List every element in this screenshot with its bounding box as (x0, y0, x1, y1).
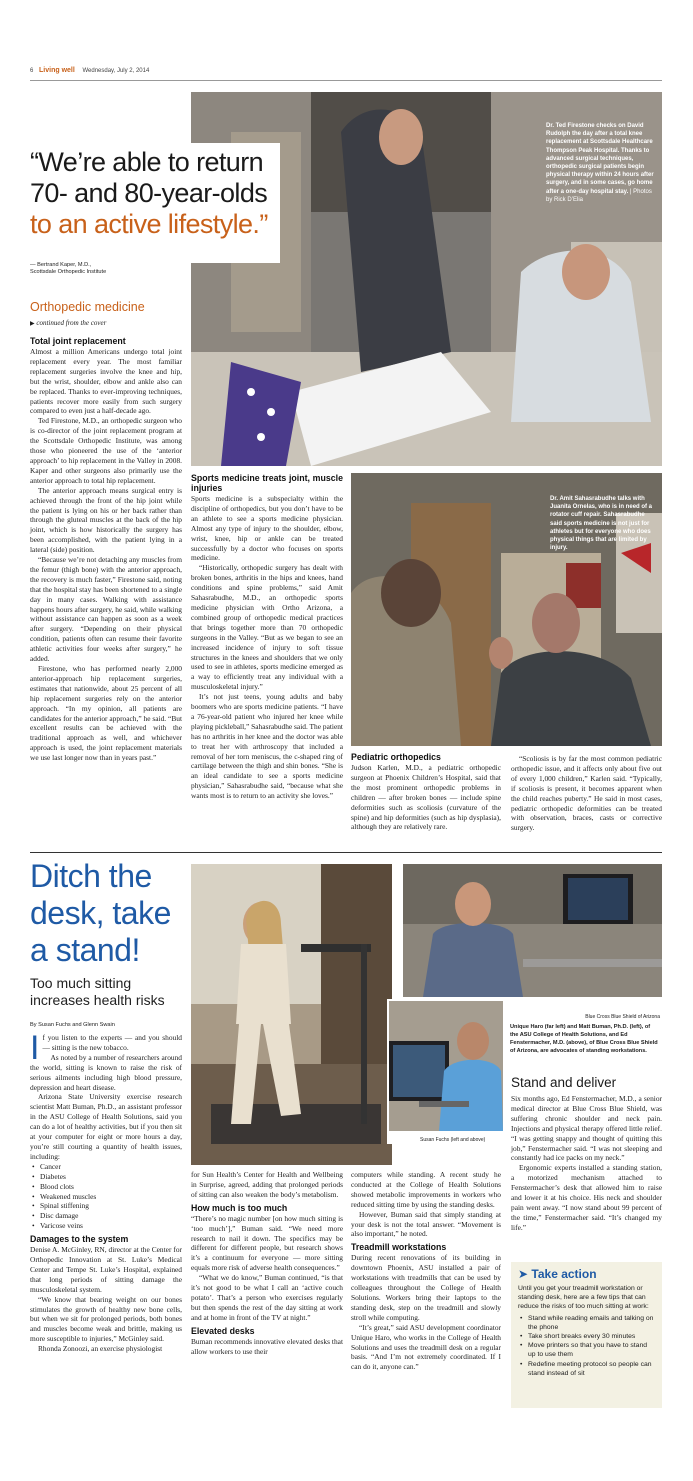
tjr-paragraph: Firestone, who has performed nearly 2,000 anterior-approach hip replacement surgeries, estimates that nationwide, about 25 percent of all hip replacement surgeries rely on the anterior approach. “In my opinion, all patients are candidates for the anterior approach,” he said. “But excellent results can be achieved with the traditional approach as well, and whichever approach is used, the joint replacement materials we use last longer now than in years past.” (30, 664, 182, 763)
damages-paragraph: Rhonda Zonoozi, an exercise physiologist (38, 1344, 163, 1354)
damages-paragraph: “We know that bearing weight on our bones stimulates the growth of healthy new bone cells, but when we sit for prolonged periods, both bones and muscles become weak and brittle, making us more susceptible to injuries,” McGinley said. (30, 1294, 182, 1344)
damages-heading: Damages to the system (30, 1234, 129, 1245)
pull-quote-line-2: 70- and 80-year-olds (30, 178, 268, 208)
photo1-caption: Dr. Ted Firestone checks on David Rudolph the day after a total knee replacement at Scottsdale Healthcare Thompson Peak Hospital. Thanks to advanced surgical techniques, orthopedic surgical patients begin physical therapy within 24 hours after surgery, and in some cases, go home after a one-day hospital stay. (546, 123, 654, 195)
photo-treadmill (191, 864, 392, 1165)
tjr-paragraph: Almost a million Americans undergo total joint replacement every year. The most familiar replacement surgeries involve the knee and hip, but the wrist, shoulder, elbow and ankle also can be replaced. Thanks to ever-improving techniques, patients recover more easily from such surgery compared to even just a half-decade ago. (30, 347, 182, 416)
desk-paragraph: However, Buman said that simply standing at your desk is not the total answer. “Movement is also important,” he noted. (351, 1209, 501, 1239)
desk-headline (30, 858, 190, 969)
photo-treadmill-image (191, 864, 392, 1165)
desk-paragraph: for Sun Health’s Center for Health and Wellbeing in Surprise, agreed, adding that prolonged periods of sitting can also weaken the body’s metabolism. (191, 1170, 343, 1199)
photo-doctor-consult (351, 473, 662, 746)
take-action-box (511, 1262, 662, 1408)
health-issue-item: • Cancer (40, 1162, 182, 1172)
quote-attribution-org: Scottsdale Orthopedic Institute (30, 269, 107, 275)
elevated-desks-heading: Elevated desks (191, 1325, 255, 1336)
take-action-tip: • Redefine meeting protocol so people can stand instead of sit (528, 1360, 655, 1378)
stand-deliver-heading: Stand and deliver (511, 1075, 617, 1090)
header-rule (30, 80, 662, 81)
sports-medicine-paragraph: “Historically, orthopedic surgery has dealt with broken bones, arthritis in the hips and knees, hand conditions and spine problems,” said Amit Sahasrabudhe, M.D., an orthopedic sports medicine physician with Ortho Arizona, a combined group of orthopedic medical practices that brings together more than 70 orthopedic surgeons in the Valley. “But as we began to see an increased incidence of injury to soft tissue structures in the knees and shoulders that we only used to see in athletes, sports medicine emerged as a way to efficiently treat any individual with a musculoskeletal injury.” (191, 563, 343, 692)
byline: By Susan Fuchs and Glenn Swain (30, 1022, 115, 1028)
treadmill-paragraph: During recent renovations of its building in downtown Phoenix, ASU installed a pair of workstations with treadmills that can be used by colleagues throughout the College of Health Solutions. Workers bring their laptops to the standing desk, step on the treadmill and slowly stroll while computing. (351, 1253, 501, 1322)
tjr-paragraph: “Because we’re not detaching any muscles from the femur (thigh bone) with the anterior approach, the recovery is much faster,” Firestone said, noting that the hospital stay has been shortened to a single day in many cases. Walking with assistance happens hours after surgery, he said, while walking without assistance can happen as soon as a week after surgery. “Depending on their physical condition, patients often can resume their favorite athletic activities four weeks after surgery,” he added. (30, 555, 182, 664)
tjr-column (30, 336, 182, 763)
photo2-caption: Dr. Amit Sahasrabudhe talks with Juanita Ornelas, who is in need of a rotator cuff repair. Sahasrabudhe said sports medicine is not just for athletes but for everyone who does physical things that are limited by injury. (550, 496, 653, 552)
photo-desk-man-inset (387, 999, 505, 1144)
tjr-paragraph: The anterior approach means surgical entry is achieved through the front of the hip joint while the patient is lying on his or her back rather than through the gluteal muscles at the back of the hip joint, which is how historically the surgery has been accomplished, with the patient lying in a lateral (side) position. (30, 485, 182, 555)
how-much-heading: How much is too much (191, 1202, 288, 1213)
stand-deliver-column (511, 1094, 662, 1233)
pediatric-paragraph: Judson Karlen, M.D., a pediatric orthopedic surgeon at Phoenix Children’s Hospital, said that the most prominent orthopedic problems in children — after broken bones — include spine deformities such as scoliosis (curvature of the spine) and hip deformities (such as hip dysplasia), although they are relatively rare. (351, 763, 501, 832)
desk-column-1 (30, 1029, 182, 1354)
desk-paragraph: As noted by a number of researchers around the world, sitting is known to raise the risk of serious ailments including high blood pressure, depression and heart disease. (30, 1052, 182, 1092)
section-kicker: Orthopedic medicine (30, 300, 145, 314)
page-header (30, 67, 662, 79)
desk-column-2 (191, 1170, 343, 1357)
continued-arrow-icon: ▶ (30, 321, 35, 327)
quote-attribution (30, 262, 180, 276)
section-divider (30, 852, 662, 853)
tjr-paragraph: Ted Firestone, M.D., an orthopedic surgeon who is co-director of the joint replacement program at the Scottsdale Orthopedic Institute, was among those who pioneered the use of the ‘anterior approach’ to hip replacement in the Valley in 2008. Kaper and other surgeons also primarily use the anterior approach to total hip replacement. (30, 416, 182, 485)
photo-standing-desk-man-image (403, 864, 662, 997)
pediatric-paragraph: “Scoliosis is by far the most common pediatric orthopedic issue, and it affects only about five out of every 1,000 children,” Karlen said. “Typically, if scoliosis is present, it becomes apparent when the child reaches puberty.” He said in most cases, pediatric orthopedic deformities can be treated with observation, braces, casts or corrective surgery. (511, 754, 662, 833)
treadmill-heading: Treadmill workstations (351, 1242, 447, 1253)
photo2-caption-box (550, 495, 656, 552)
desk-intro-text: f you listen to the experts — and you should — sitting is the new tobacco. (42, 1033, 182, 1052)
continued-note (30, 319, 106, 327)
photo-standing-desk-man (403, 864, 662, 997)
take-action-heading: Take action (531, 1267, 597, 1281)
pediatric-column-2 (511, 754, 662, 833)
photo-credit-susan: Susan Fuchs (left and above) (420, 1137, 486, 1143)
page-number: 6 (30, 68, 34, 74)
health-issue-item: • Varicose veins (40, 1221, 182, 1231)
health-issues-list (30, 1162, 182, 1231)
sports-medicine-column (191, 473, 343, 801)
stand-deliver-paragraph: Six months ago, Ed Fenstermacher, M.D., a senior medical director at Blue Cross Blue Shield, was suffering chronic shoulder and neck pain. Injections and physical therapy offered little relief. “I was getting snappy and thought of quitting this job,” Fenstermacher said. “I was not sleeping and constantly had ice packs on my neck.” (511, 1094, 662, 1163)
pull-quote (24, 143, 280, 263)
dropcap: I (30, 1029, 40, 1067)
desk-subhead (30, 975, 190, 1009)
photo1-credit: | Photos by Rick D’Elia (546, 188, 652, 203)
photo-caption-standing: Unique Haro (far left) and Matt Buman, Ph.D. (left), of the ASU College of Health Solutions, and Ed Fenstermacher, M.D. (above), of Blue Cross Blue Shield of Arizona, are advocates of standing workstations. (510, 1024, 658, 1054)
pediatric-heading: Pediatric orthopedics (351, 752, 441, 762)
quote-attribution-name: — Bertrand Kaper, M.D., (30, 262, 92, 268)
header-date: Wednesday, July 2, 2014 (82, 68, 150, 74)
section-logo: Living well (39, 67, 75, 74)
desk-paragraph: computers while standing. A recent study he conducted at the College of Health Solutions showed metabolic improvements in workers who reduced sitting time by using the standing desks. (351, 1170, 501, 1209)
desk-headline-line-2: desk, take (30, 895, 171, 931)
tjr-heading: Total joint replacement (30, 336, 126, 346)
stand-deliver-paragraph: Ergonomic experts installed a standing station, a motorized mechanism attached to Fenstermacher’s desk that allowed him to raise and lower it at his choice. His neck and shoulder pain went away. “I now stand about 99 percent of the time,” Fenstermacher said. “It’s changed my life.” (511, 1163, 662, 1232)
health-issue-item: • Spinal stiffening (40, 1201, 182, 1211)
health-issue-item: • Diabetes (40, 1172, 182, 1182)
photo-desk-man-inset-image (389, 1001, 503, 1131)
how-much-paragraph: “What we do know,” Buman continued, “is that it’s not good to be what I call an ‘active couch potato’. That’s a person who exercises regularly but then spends the rest of the day sitting at work and at home in front of the TV at night.” (191, 1273, 343, 1322)
take-action-tips (518, 1314, 655, 1378)
take-action-tip: • Take short breaks every 30 minutes (528, 1332, 655, 1341)
desk-headline-line-1: Ditch the (30, 858, 152, 894)
take-action-intro: Until you get your treadmill workstation or standing desk, here are a few tips that can reduce the risks of too much sitting at work: (518, 1285, 649, 1311)
health-issue-item: • Weakened muscles (40, 1192, 182, 1202)
sports-medicine-paragraph: Sports medicine is a subspecialty within the discipline of orthopedics, but you don’t have to be an athlete to see a sports medicine physician. Almost any type of injury to the shoulder, elbow, wrist, knee, hip or ankle can be treated successfully by a doctor who focuses on sports medicine. (191, 494, 343, 563)
sports-medicine-heading: Sports medicine treats joint, muscle injuries (191, 473, 343, 493)
continued-text: continued from the cover (36, 319, 107, 327)
take-action-tip: • Move printers so that you have to stand up to use them (528, 1341, 655, 1359)
how-much-paragraph: “There’s no magic number [on how much sitting is ‘too much’],” Buman said. “We need more research to nail it down. The specifics may be different for different people, but research shows it’s a continuum for everyone — more sitting equals more risk of adverse health consequences.” (191, 1213, 343, 1273)
pull-quote-line-1: “We’re able to return (30, 147, 264, 177)
take-action-arrow-icon: ➤ (518, 1267, 529, 1281)
photo1-caption-box (546, 122, 656, 204)
pediatric-column-1 (351, 752, 501, 832)
photo-credit-bcbs: Blue Cross Blue Shield of Arizona (585, 1014, 660, 1020)
treadmill-paragraph: “It’s great,” said ASU development coordinator Unique Haro, who works in the College of Health Solutions and uses the treadmill desk on a regular basis. “And I’m not extremely coordinated. If I can do it, anyone can.” (351, 1322, 501, 1372)
desk-paragraph: Arizona State University exercise research scientist Matt Buman, Ph.D., an assistant professor in the ASU College of Health Solutions, said you can do a lot of healthy activities, but if you then sit at your computer for eight or more hours a day, you’re still courting a quantity of health issues, including: (30, 1092, 182, 1161)
desk-column-3 (351, 1170, 501, 1372)
take-action-tip: • Stand while reading emails and talking on the phone (528, 1314, 655, 1332)
sports-medicine-paragraph: It’s not just teens, young adults and baby boomers who are sports medicine patients. “I have a 76-year-old patient who injured her knee while playing pickleball,” Sahasrabudhe said. The patient has no arthritis in her knee and the doctor was able to treat her with arthroscopy that included a removal of her torn meniscus, the c-shaped ring of cartilage between the thigh and shin bones. “She is an ideal candidate to see a sports medicine physician,” Sahasrabudhe said, “because what she wants most is to return to an activity she loves.” (191, 692, 343, 801)
damages-paragraph: Denise A. McGinley, RN, director at the Center for Orthopedic Innovation at St. Luke’s Medical Center and Tempe St. Luke’s Hospital, explained that long periods of sitting damage the musculoskeletal system. (30, 1245, 182, 1294)
elevated-desks-paragraph: Buman recommends innovative elevated desks that allow workers to use their (191, 1336, 343, 1356)
desk-subhead-line-2: increases health risks (30, 992, 165, 1008)
health-issue-item: • Blood clots (40, 1182, 182, 1192)
pull-quote-line-3: to an active lifestyle.” (30, 209, 268, 239)
health-issue-item: • Disc damage (40, 1211, 182, 1221)
desk-headline-line-3: a stand! (30, 932, 140, 968)
desk-intro-paragraph (30, 1029, 182, 1067)
take-action-title (518, 1267, 655, 1281)
desk-subhead-line-1: Too much sitting (30, 975, 132, 991)
